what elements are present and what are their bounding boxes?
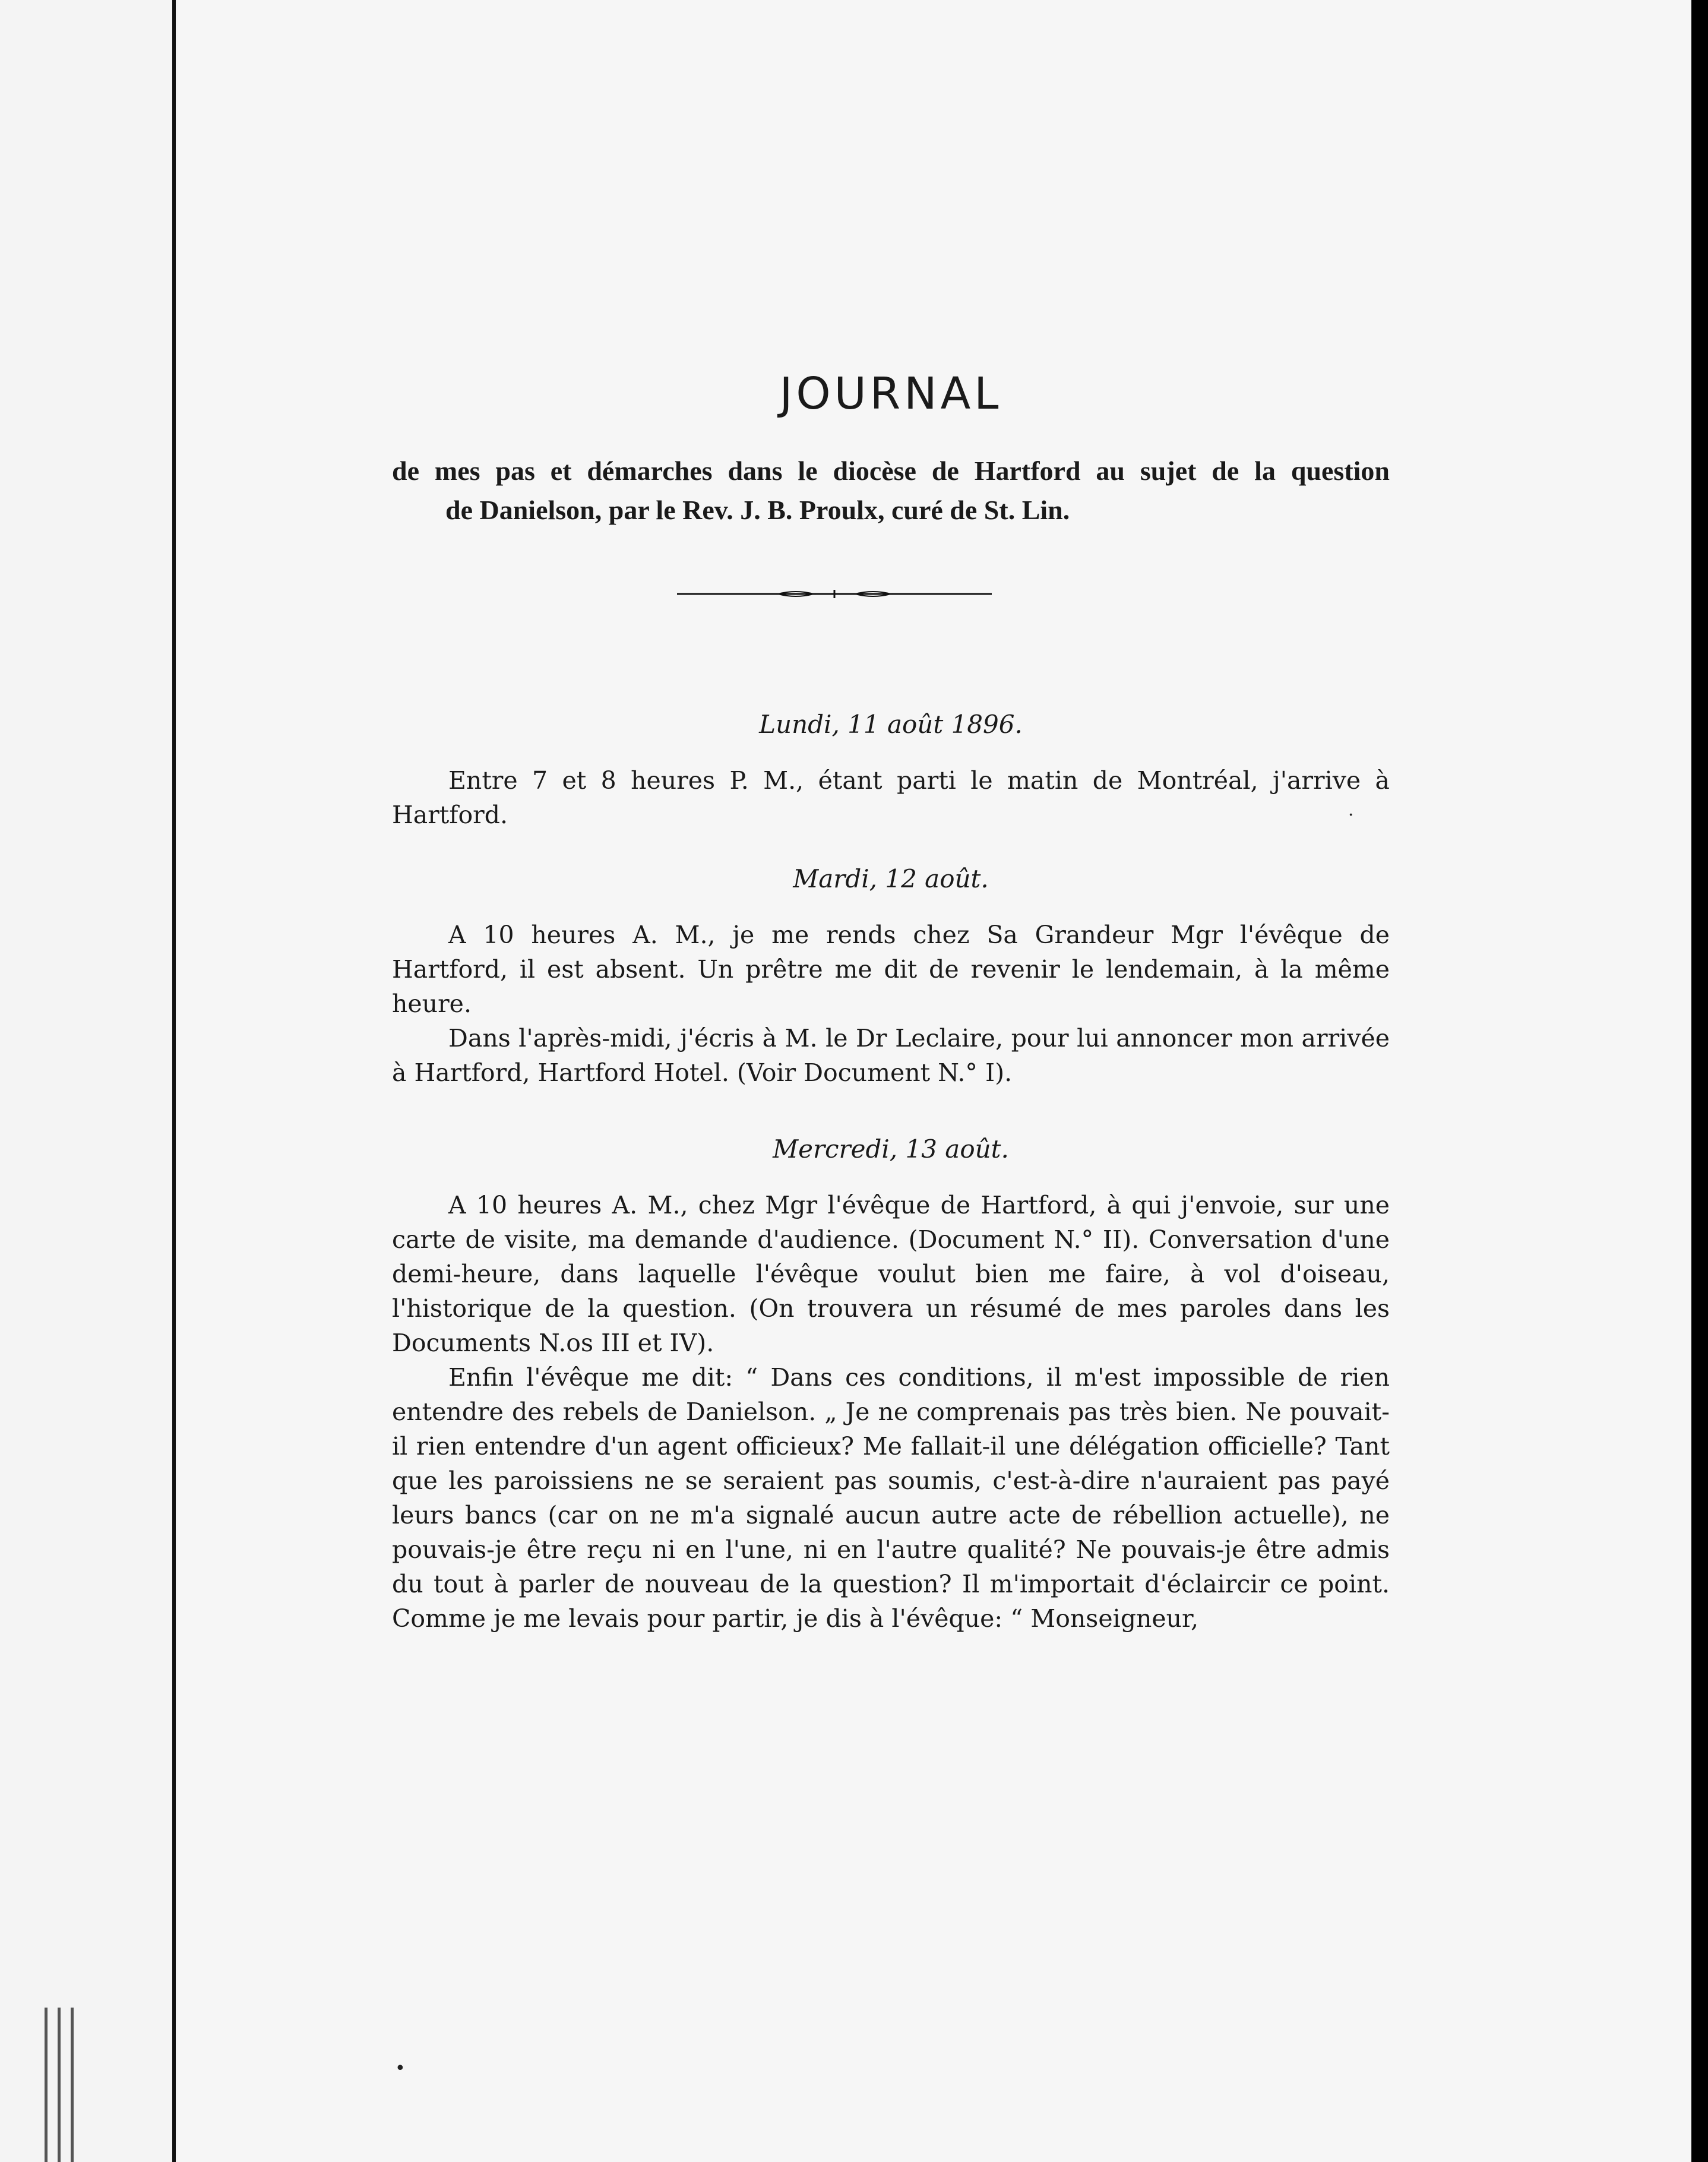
scan-edge-marks bbox=[45, 2008, 80, 2162]
scan-mark-line bbox=[58, 2008, 61, 2162]
scan-mark-line bbox=[71, 2008, 74, 2162]
paragraph: Enfin l'évêque me dit: “ Dans ces conditions, il m'est impossible de rien entendre des rebels de Danielson. „ Je ne comprenais pas très bien. Ne pouvait-il rien entendre d'un agent officieux? Me fallait-il une délégation officielle? Tant que les paroissiens ne se seraient pas soumis, c'est-à-dire n'auraient pas payé leurs bancs (car on ne m'a signalé aucun autre acte de rébellion actuelle), ne pouvais-je être reçu ni en l'une, ni en l'autre qualité? Ne pouvais-je être admis du tout à parler de nouveau de la question? Il m'importait d'éclaircir ce point. Comme je me levais pour partir, je dis à l'évêque: “ Monseigneur, bbox=[392, 1363, 1390, 1633]
ornament-divider bbox=[677, 588, 992, 600]
scan-speck: · bbox=[1348, 805, 1354, 826]
paragraph: Dans l'après-midi, j'écris à M. le Dr Leclaire, pour lui annoncer mon arrivée à Hartford, Hartford Hotel. (Voir Document N.° I). bbox=[392, 1024, 1390, 1087]
scan-border-line bbox=[172, 0, 176, 2162]
scan-left-margin bbox=[0, 0, 178, 2162]
scan-right-border bbox=[1691, 0, 1708, 2162]
subtitle-line-2: de Danielson, par le Rev. J. B. Proulx, curé de St. Lin. bbox=[445, 495, 1070, 525]
scan-mark-line bbox=[45, 2008, 48, 2162]
subtitle-line-1: de mes pas et démarches dans le diocèse de Hartford au sujet de la question bbox=[392, 456, 1390, 486]
document-page bbox=[178, 0, 1691, 2162]
paragraph: A 10 heures A. M., je me rends chez Sa Grandeur Mgr l'évêque de Hartford, il est absent. Un prêtre me dit de revenir le lendemain, à la même heure. bbox=[392, 921, 1390, 1018]
scan-speck: • bbox=[395, 2058, 406, 2079]
entry-date: Lundi, 11 août 1896. bbox=[759, 710, 1023, 739]
document-title: JOURNAL bbox=[779, 368, 1002, 419]
paragraph: A 10 heures A. M., chez Mgr l'évêque de Hartford, à qui j'envoie, sur une carte de visite, ma demande d'audience. (Document N.° II). Conversation d'une demi-heure, dans laquelle l'évêque voulut bien me faire, à vol d'oiseau, l'historique de la question. (On trouvera un résumé de mes paroles dans les Documents N.os III et IV). bbox=[392, 1191, 1390, 1357]
document-subtitle bbox=[392, 451, 1390, 530]
paragraph: Entre 7 et 8 heures P. M., étant parti le matin de Montréal, j'arrive à Hartford. bbox=[392, 766, 1390, 829]
entry-date: Mercredi, 13 août. bbox=[773, 1134, 1009, 1164]
entry-date: Mardi, 12 août. bbox=[793, 864, 989, 893]
